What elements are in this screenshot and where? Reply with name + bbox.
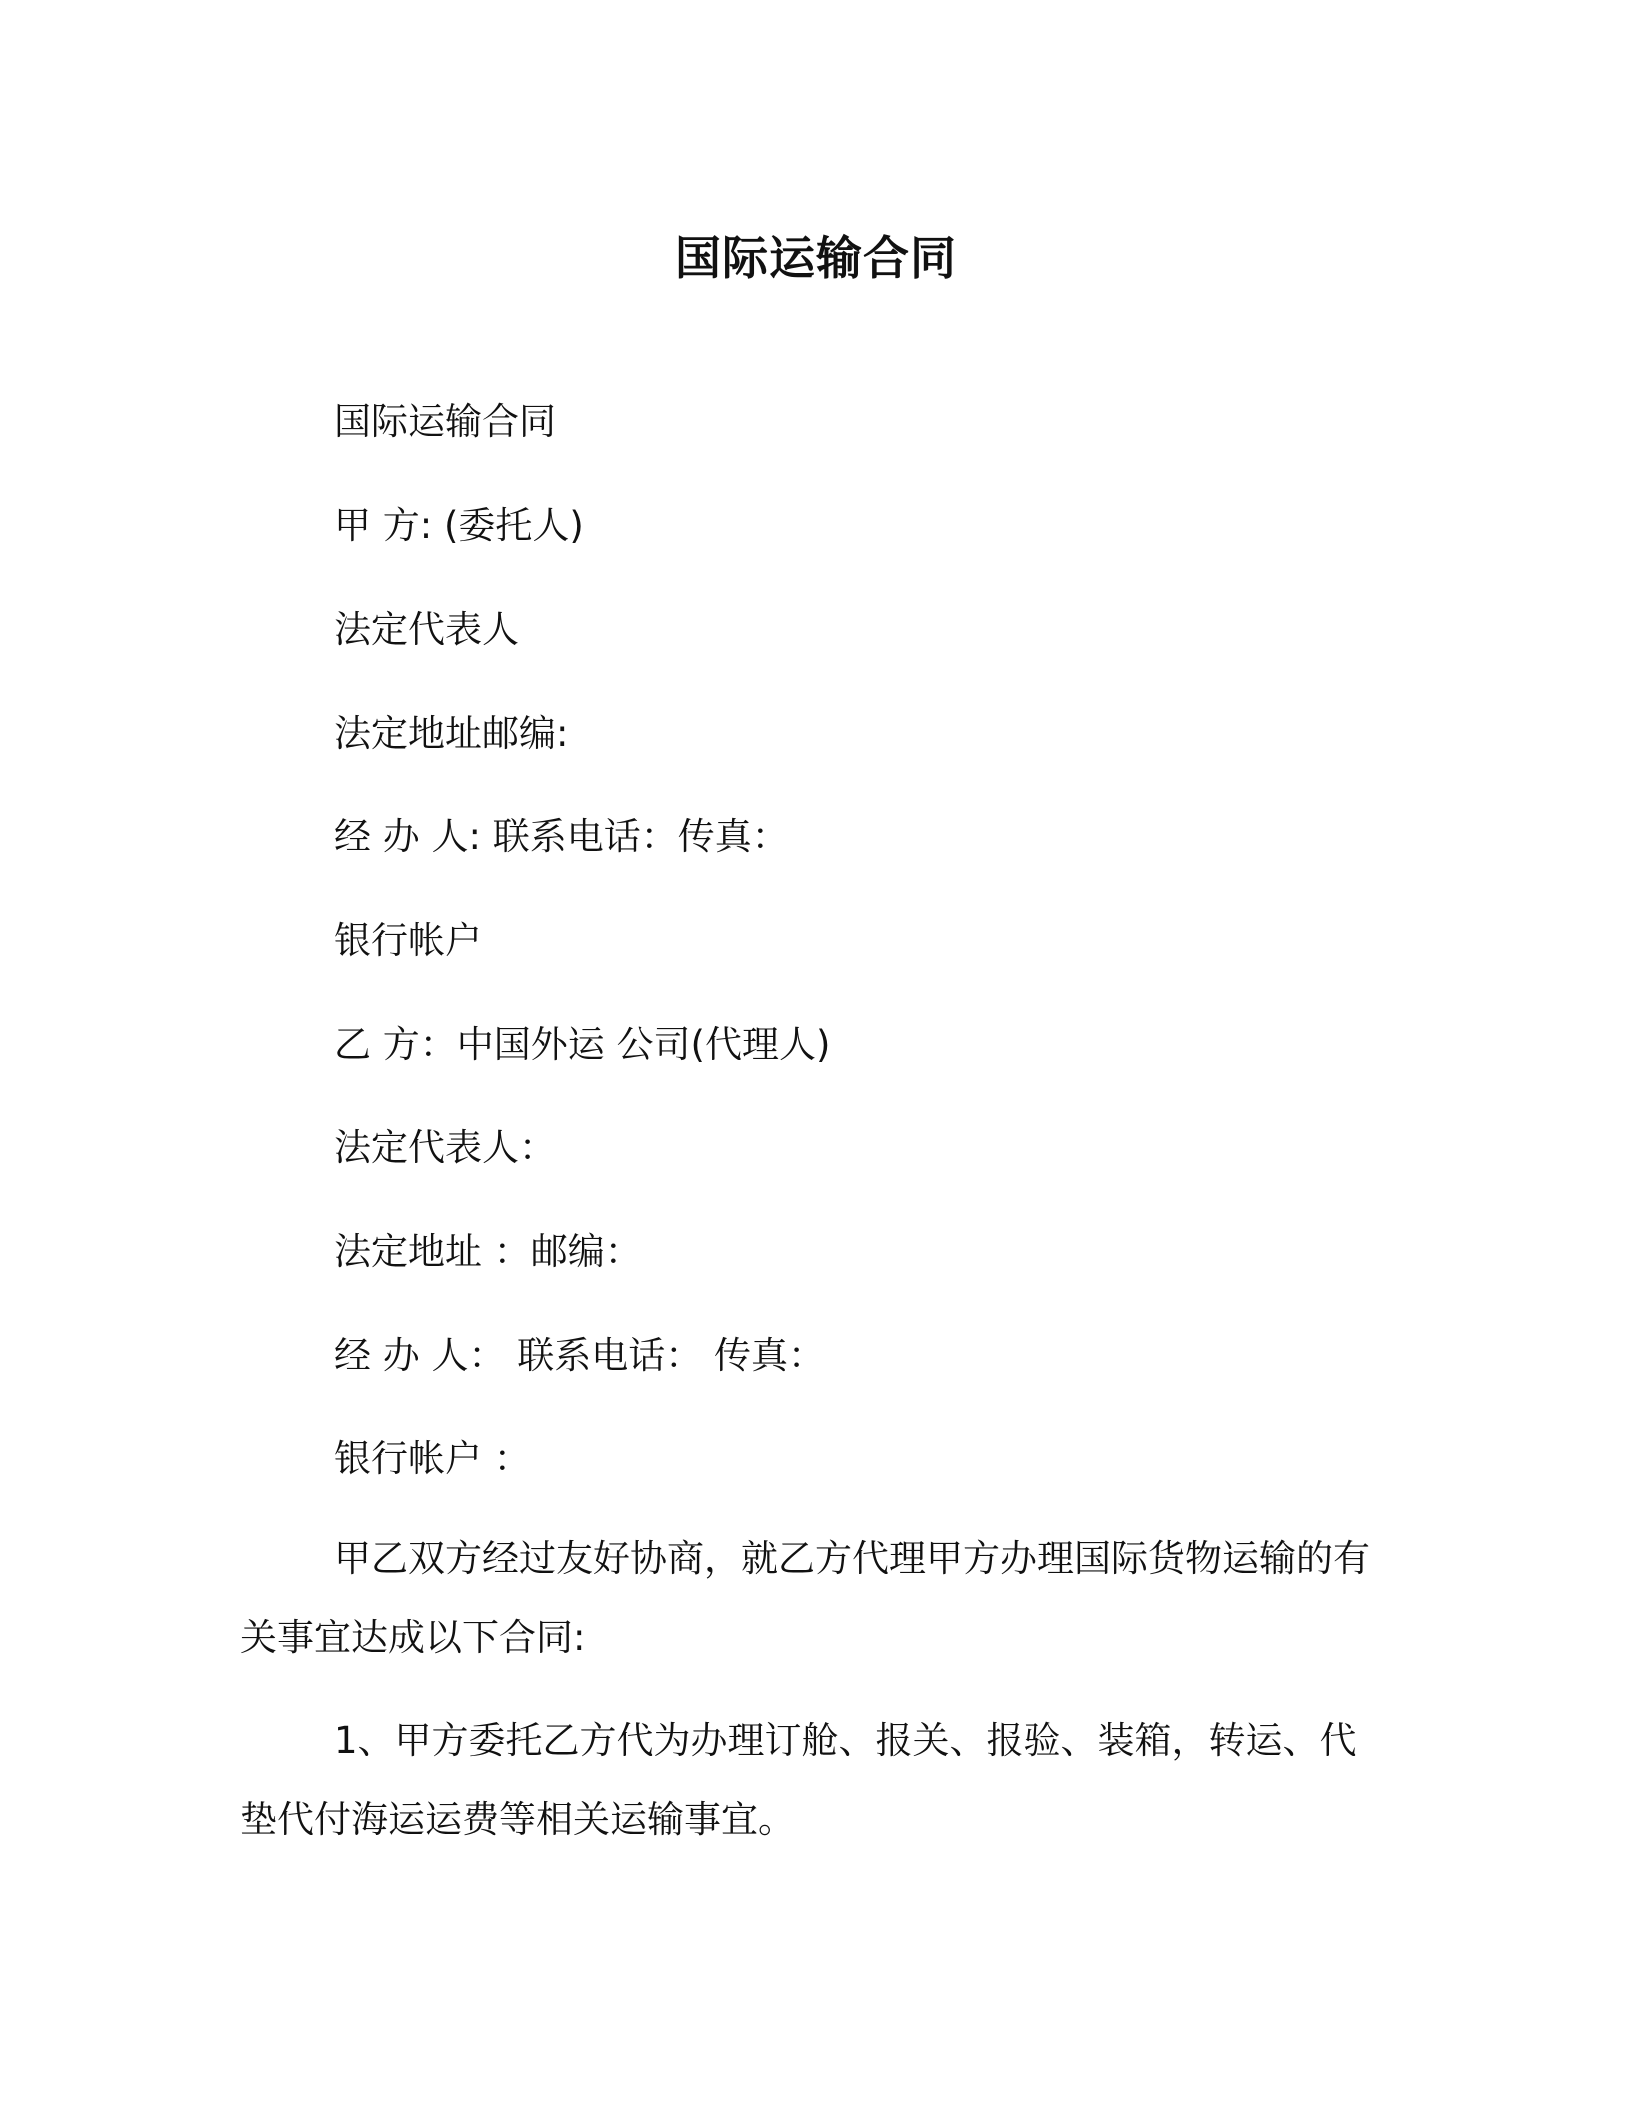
party-a-line: 甲 方: (委托人) — [334, 504, 584, 547]
document-title: 国际运输合同 — [675, 231, 957, 285]
party-a-contact-line: 经 办 人: 联系电话：传真： — [334, 815, 789, 858]
party-b-address-line: 法定地址 ：邮编： — [334, 1230, 642, 1273]
party-b-line: 乙 方：中国外运 公司(代理人) — [334, 1023, 831, 1066]
party-a-bank-line: 银行帐户 — [334, 919, 482, 962]
party-b-contact-line: 经 办 人： 联系电话： 传真： — [334, 1334, 826, 1377]
contract-heading-line: 国际运输合同 — [334, 400, 556, 443]
party-b-legal-rep-line: 法定代表人： — [334, 1126, 556, 1169]
agreement-intro-paragraph: 甲乙双方经过友好协商，就乙方代理甲方办理国际货物运输的有关事宜达成以下合同: — [240, 1537, 1370, 1659]
party-a-legal-rep-line: 法定代表人 — [334, 608, 519, 651]
party-a-address-line: 法定地址邮编: — [334, 712, 569, 755]
party-b-bank-line: 银行帐户 ： — [334, 1437, 531, 1480]
clause-1-paragraph: 1、甲方委托乙方代为办理订舱、报关、报验、装箱，转运、代垫代付海运运费等相关运输事宜。 — [240, 1719, 1357, 1841]
